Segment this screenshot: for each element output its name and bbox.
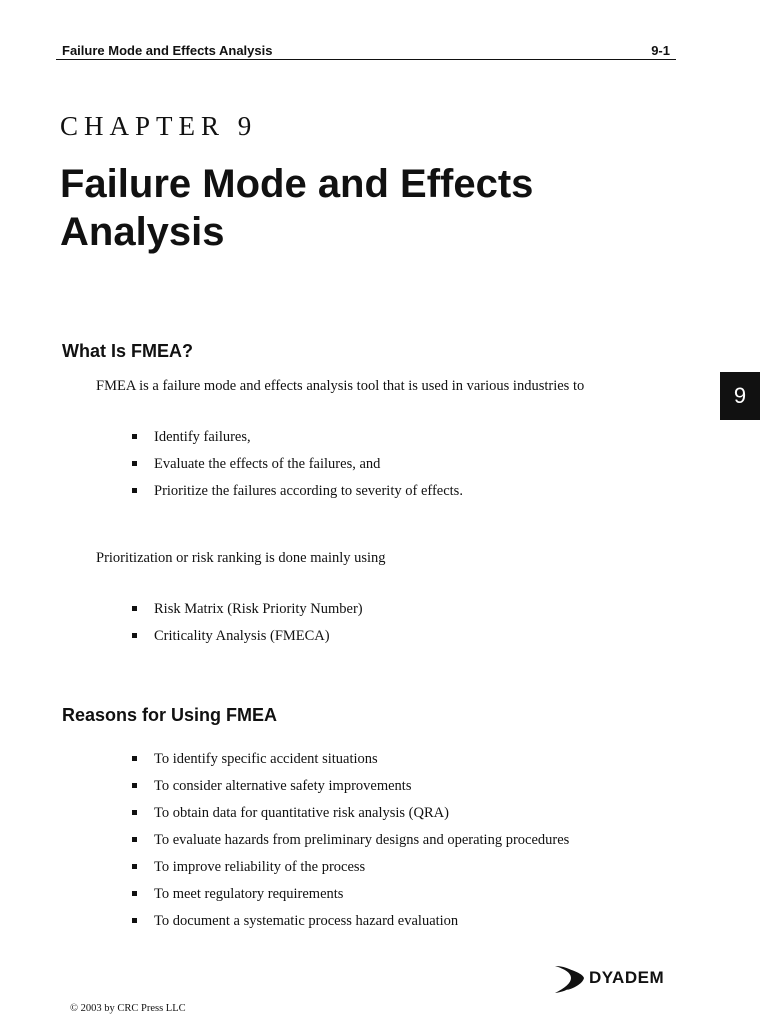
list-item: To improve reliability of the process — [130, 858, 569, 885]
list-item: Identify failures, — [130, 428, 463, 455]
chapter-title: Failure Mode and Effects Analysis — [60, 162, 534, 254]
list-item: To consider alternative safety improvements — [130, 777, 569, 804]
list-item: To document a systematic process hazard evaluation — [130, 912, 569, 939]
list-item: To meet regulatory requirements — [130, 885, 569, 912]
list-item: Criticality Analysis (FMECA) — [130, 627, 363, 654]
logo-text: DYADEM — [589, 968, 665, 987]
chapter-label: CHAPTER 9 — [60, 111, 258, 141]
prioritization-list — [130, 600, 363, 654]
intro-paragraph: FMEA is a failure mode and effects analysis tool that is used in various industries to — [96, 378, 585, 394]
list-item: Evaluate the effects of the failures, and — [130, 455, 463, 482]
list-item: To obtain data for quantitative risk analysis (QRA) — [130, 804, 569, 831]
running-head — [56, 43, 676, 60]
chapter-tab-marker: 9 — [720, 372, 760, 420]
dyadem-logo — [553, 962, 664, 994]
list-item: To evaluate hazards from preliminary designs and operating procedures — [130, 831, 569, 858]
reasons-list — [130, 750, 569, 939]
list-item: Risk Matrix (Risk Priority Number) — [130, 600, 363, 627]
section-heading-what-is-fmea: What Is FMEA? — [62, 341, 193, 361]
list-item: Prioritize the failures according to severity of effects. — [130, 482, 463, 509]
copyright-notice: © 2003 by CRC Press LLC — [70, 1003, 186, 1014]
list-item: To identify specific accident situations — [130, 750, 569, 777]
page-number: 9-1 — [651, 43, 670, 58]
prioritization-paragraph: Prioritization or risk ranking is done mainly using — [96, 550, 386, 566]
running-head-title: Failure Mode and Effects Analysis — [62, 43, 273, 58]
section-heading-reasons: Reasons for Using FMEA — [62, 705, 278, 725]
fmea-purpose-list — [130, 428, 463, 509]
dyadem-swoosh-icon — [553, 962, 587, 994]
